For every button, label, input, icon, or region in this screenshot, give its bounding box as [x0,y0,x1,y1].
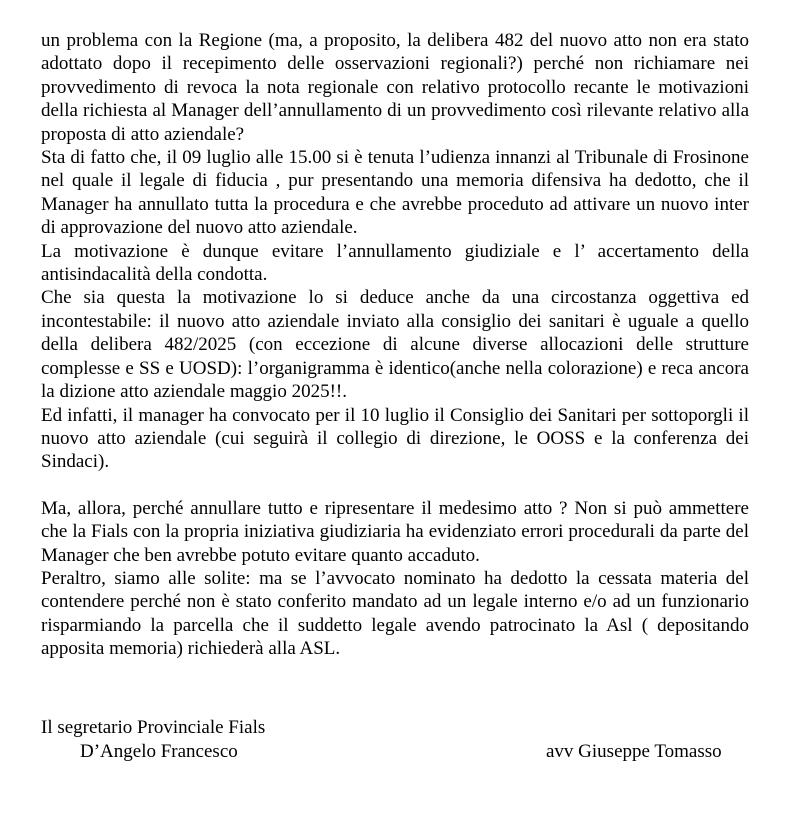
signature-names-row [41,740,749,764]
paragraph-annullare: Ma, allora, perché annullare tutto e ripresentare il medesimo atto ? Non si può ammettere che la Fials con la propria iniziativa giudiziaria ha evidenziato errori procedurali da parte del Manager che ben avrebbe potuto evitare quanto accaduto. [41,497,749,566]
paragraph-motivazione: La motivazione è dunque evitare l’annullamento giudiziale e l’ accertamento della antisindacalità della condotta. [41,240,749,286]
signature-name-secretary: D’Angelo Francesco [80,741,238,762]
paragraph-peraltro: Peraltro, siamo alle solite: ma se l’avvocato nominato ha dedotto la cessata materia del contendere perché non è stato conferito mandato ad un legale interno e/o ad un funzionario risparmiando la parcella che il suddetto legale avendo patrocinato la Asl ( depositando apposita memoria) richiederà alla ASL. [41,567,749,660]
paragraph-circostanza: Che sia questa la motivazione lo si deduce anche da una circostanza oggettiva ed incontestabile: il nuovo atto aziendale inviato alla consiglio dei sanitari è uguale a quello della delibera 482/2025 (con eccezione di alcune diverse allocazioni delle strutture complesse e SS e UOSD): l’organigramma è identico(anche nella colorazione) e reca ancora la dizione atto aziendale maggio 2025!!. [41,287,749,403]
paragraph-consiglio: Ed infatti, il manager ha convocato per il 10 luglio il Consiglio dei Sanitari per sottoporgli il nuovo atto aziendale (cui seguirà il collegio di direzione, le OOSS e la conferenza dei Sindaci). [41,404,749,473]
document-body [41,29,749,661]
signature-role-row [41,716,749,740]
signature-role: Il segretario Provinciale Fials [41,717,266,738]
paragraph-spacer [41,474,749,497]
signature-name-lawyer: avv Giuseppe Tomasso [546,741,722,762]
paragraph-udienza: Sta di fatto che, il 09 luglio alle 15.00 si è tenuta l’udienza innanzi al Tribunale di Frosinone nel quale il legale di fiducia , pur presentando una memoria difensiva ha dedotto, che il Manager ha annullato tutta la procedura e che avrebbe proceduto ad attivare un nuovo inter di approvazione del nuovo atto aziendale. [41,147,749,239]
signature-block [41,716,749,764]
paragraph-regione: un problema con la Regione (ma, a proposito, la delibera 482 del nuovo atto non era stato adottato dopo il recepimento delle osservazioni regionali?) perché non richiamare nei provvedimento di revoca la nota regionale con relativo protocollo recante le motivazioni della richiesta al Manager dell’annullamento di un provvedimento così rilevante relativo alla proposta di atto aziendale? [41,30,749,145]
